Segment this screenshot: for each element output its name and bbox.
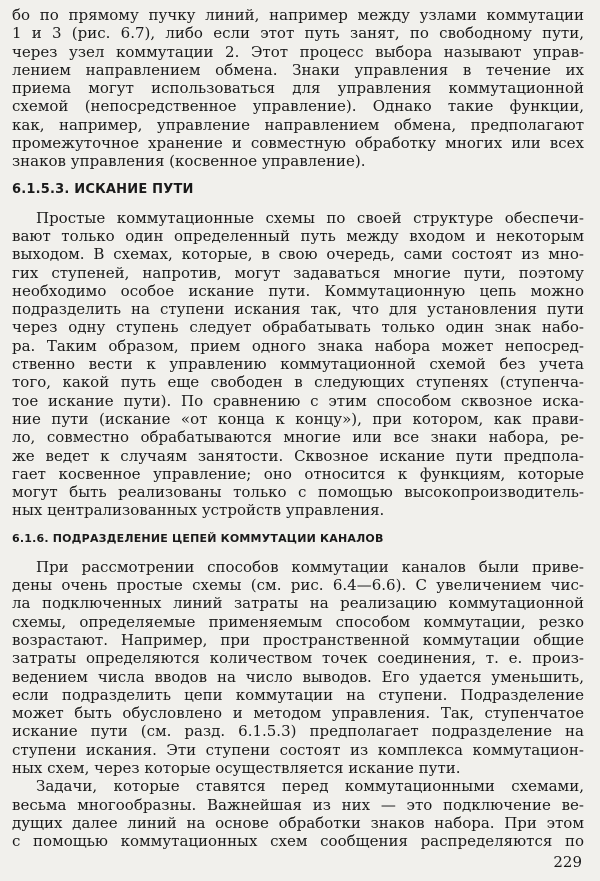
text-line: того, какой путь еще свободен в следующих ступенях (ступенча- bbox=[12, 373, 584, 392]
text-line: ра. Таким образом, прием одного знака набора может непосред- bbox=[12, 336, 584, 355]
text-line: знаков управления (косвенное управление). bbox=[12, 152, 366, 171]
text-line: 1 и 3 (рис. 6.7), либо если этот путь занят, по свободному пути, bbox=[12, 24, 584, 43]
text-line: схемы, определяемые применяемым способом коммутации, резко bbox=[12, 612, 584, 631]
text-line: ло, совместно обрабатываются многие или все знаки набора, ре- bbox=[12, 428, 584, 447]
text-line: приема могут использоваться для управления коммутационной bbox=[12, 79, 584, 98]
text-line: ных централизованных устройств управления. bbox=[12, 501, 385, 520]
text-line: При рассмотрении способов коммутации каналов были приве- bbox=[36, 557, 584, 576]
text-line: вают только один определенный путь между входом и некоторым bbox=[12, 226, 584, 245]
text-line: искание пути (см. разд. 6.1.5.3) предполагает подразделение на bbox=[12, 722, 584, 741]
text-line: могут быть реализованы только с помощью высокопроизводитель- bbox=[12, 483, 584, 502]
text-line: если подразделить цепи коммутации на ступени. Подразделение bbox=[12, 685, 584, 704]
section-heading: 6.1.6. ПОДРАЗДЕЛЕНИЕ ЦЕПЕЙ КОММУТАЦИИ КАНАЛОВ bbox=[12, 531, 384, 545]
text-line: ступени искания. Эти ступени состоят из комплекса коммутацион- bbox=[12, 740, 584, 759]
text-line: через узел коммутации 2. Этот процесс выбора называют управ- bbox=[12, 42, 584, 61]
text-line: возрастают. Например, при пространственной коммутации общие bbox=[12, 630, 584, 649]
text-line: выходом. В схемах, которые, в свою очередь, сами состоят из мно- bbox=[12, 245, 584, 264]
text-line: через одну ступень следует обрабатывать только один знак набо- bbox=[12, 318, 584, 337]
text-line: весьма многообразны. Важнейшая из них — это подключение ве- bbox=[12, 795, 584, 814]
text-line: бо по прямому пучку линий, например между узлами коммутации bbox=[12, 6, 584, 24]
text-line: дены очень простые схемы (см. рис. 6.4—6.6). С увеличением чис- bbox=[12, 576, 584, 595]
text-line: ведением числа вводов на число выводов. Его удается уменьшить, bbox=[12, 667, 584, 686]
text-line: ние пути (искание «от конца к концу»), при котором, как прави- bbox=[12, 409, 584, 428]
text-line: Простые коммутационные схемы по своей структуре обеспечи- bbox=[36, 208, 584, 227]
text-line: же ведет к случаям занятости. Сквозное искание пути предпола- bbox=[12, 446, 584, 465]
text-line: тое искание пути). По сравнению с этим способом сквозное иска- bbox=[12, 391, 584, 410]
text-line: промежуточное хранение и совместную обработку многих или всех bbox=[12, 134, 584, 153]
text-line: может быть обусловлено и методом управления. Так, ступенчатое bbox=[12, 704, 584, 723]
page-number: 229 bbox=[553, 853, 582, 871]
text-line: как, например, управление направлением обмена, предполагают bbox=[12, 115, 584, 134]
text-line: ла подключенных линий затраты на реализацию коммутационной bbox=[12, 594, 584, 613]
text-line: дущих далее линий на основе обработки знаков набора. При этом bbox=[12, 813, 584, 832]
page-content bbox=[12, 6, 584, 850]
text-line: гих ступеней, напротив, могут задаваться многие пути, поэтому bbox=[12, 263, 584, 282]
text-line: лением направлением обмена. Знаки управления в течение их bbox=[12, 60, 584, 79]
text-line: ных схем, через которые осуществляется искание пути. bbox=[12, 758, 461, 777]
section-heading: 6.1.5.3. ИСКАНИЕ ПУТИ bbox=[12, 181, 194, 197]
text-line: подразделить на ступени искания так, что для установления пути bbox=[12, 300, 584, 319]
text-line: схемой (непосредственное управление). Однако такие функции, bbox=[12, 97, 584, 116]
text-line: с помощью коммутационных схем сообщения распределяются по bbox=[12, 832, 584, 851]
text-line: Задачи, которые ставятся перед коммутационными схемами, bbox=[36, 777, 584, 796]
text-line: гает косвенное управление; оно относится к функциям, которые bbox=[12, 464, 584, 483]
text-line: затраты определяются количеством точек соединения, т. е. произ- bbox=[12, 649, 584, 668]
text-line: ственно вести к управлению коммутационной схемой без учета bbox=[12, 355, 584, 374]
text-line: необходимо особое искание пути. Коммутационную цепь можно bbox=[12, 281, 584, 300]
